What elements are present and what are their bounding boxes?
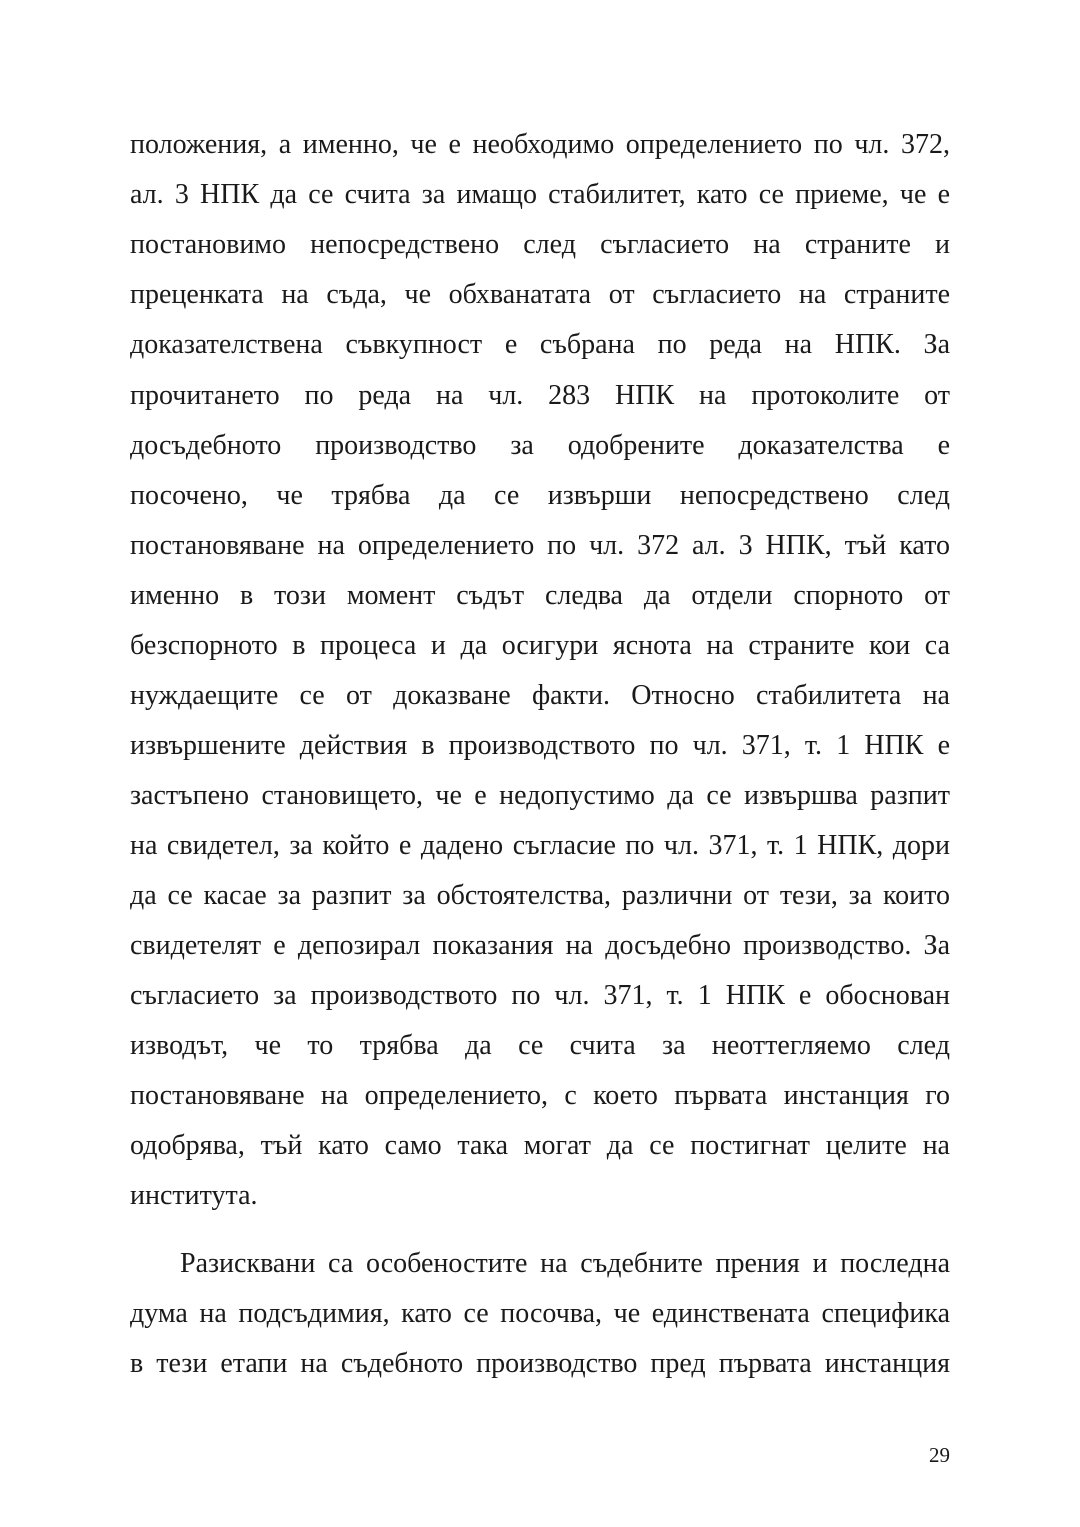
text-line: одобрява, тъй като само така могат да се постигнат целите на <box>130 1130 950 1161</box>
text-line: постановяване на определението, с което първата инстанция го <box>130 1080 950 1111</box>
text-line: дума на подсъдимия, като се посочва, че единствената специфика <box>130 1298 950 1329</box>
text-line: положения, а именно, че е необходимо определението по чл. 372, <box>130 129 950 160</box>
text-line: ал. 3 НПК да се счита за имащо стабилитет, като се приеме, че е <box>130 179 950 210</box>
text-line: постановимо непосредствено след съгласието на страните и <box>130 229 950 260</box>
text-line: застъпено становището, че е недопустимо да се извършва разпит <box>130 780 950 811</box>
text-line: преценката на съда, че обхванатата от съгласието на страните <box>130 279 950 310</box>
text-line: изводът, че то трябва да се счита за неоттегляемо след <box>130 1030 950 1061</box>
text-line: института. <box>130 1180 258 1211</box>
text-line: посочено, че трябва да се извърши непосредствено след <box>130 480 950 511</box>
text-line: доказателствена съвкупност е събрана по реда на НПК. За <box>130 329 950 360</box>
text-line: извършените действия в производството по чл. 371, т. 1 НПК е <box>130 730 950 761</box>
text-line: свидетелят е депозирал показания на досъдебно производство. За <box>130 930 950 961</box>
text-line: безспорното в процеса и да осигури яснота на страните кои са <box>130 630 950 661</box>
page-number: 29 <box>929 1443 950 1467</box>
text-line: нуждаещите се от доказване факти. Относно стабилитета на <box>130 680 950 711</box>
text-line: именно в този момент съдът следва да отдели спорното от <box>130 580 950 611</box>
text-line: Разисквани са особеностите на съдебните прения и последна <box>180 1248 950 1279</box>
text-line: на свидетел, за който е дадено съгласие по чл. 371, т. 1 НПК, дори <box>130 830 950 861</box>
text-line: досъдебното производство за одобрените доказателства е <box>130 430 950 461</box>
text-line: да се касае за разпит за обстоятелства, различни от тези, за които <box>130 880 950 911</box>
text-line: съгласието за производството по чл. 371, т. 1 НПК е обоснован <box>130 980 950 1011</box>
text-line: в тези етапи на съдебното производство пред първата инстанция <box>130 1348 950 1379</box>
text-line: прочитането по реда на чл. 283 НПК на протоколите от <box>130 380 950 411</box>
text-line: постановяване на определението по чл. 372 ал. 3 НПК, тъй като <box>130 530 950 561</box>
